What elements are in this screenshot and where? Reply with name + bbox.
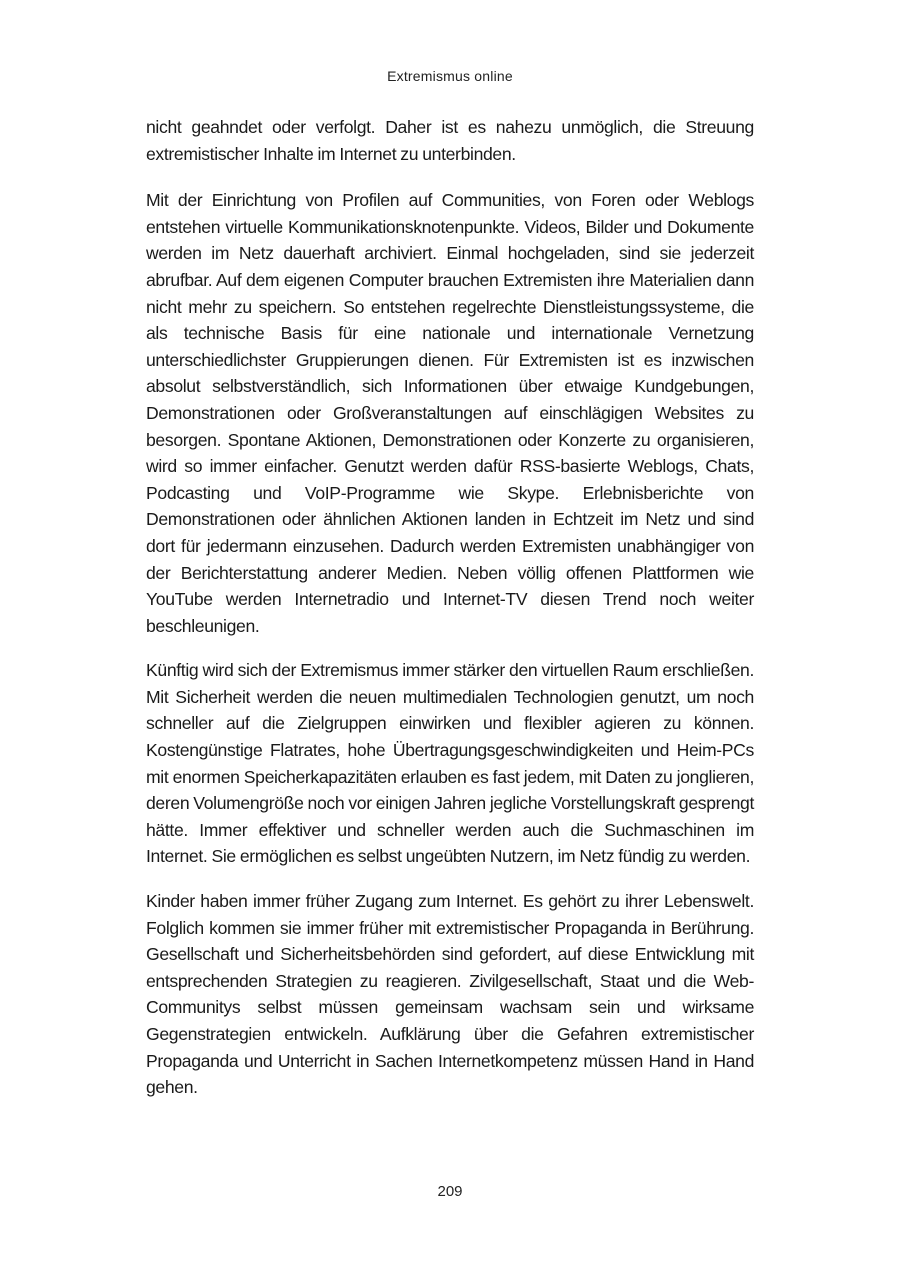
page-number: 209 [437,1183,463,1200]
paragraph-virtual-nodes: Mit der Einrichtung von Profilen auf Communities, von Foren oder Weblogs entstehen virtuelle Kommunikationsknotenpunkte. Videos, Bilder und Dokumente werden im Netz dauerhaft archiviert. Einmal hochgeladen, sind sie jederzeit abrufbar. Auf dem eigenen Computer brauchen Extremisten ihre Materialien dann nicht mehr zu speichern. So entstehen regelrechte Dienstleistungssysteme, die als technische Basis für eine nationale und internationale Vernetzung unterschiedlichster Gruppierungen dienen. Für Extremisten ist es inzwischen absolut selbstverständlich, sich Informationen über etwaige Kundgebungen, Demonstrationen oder Großveranstaltungen auf einschlägigen Websites zu besorgen. Spontane Aktionen, Demonstrationen oder Konzerte zu organisieren, wird so immer einfacher. Genutzt werden dafür RSS-basierte Weblogs, Chats, Podcasting und VoIP-Programme wie Skype. Erlebnisberichte von Demonstrationen oder ähnlichen Aktionen landen in Echtzeit im Netz und sind dort für jedermann einzusehen. Dadurch werden Extremisten unabhängiger von der Berichterstattung anderer Medien. Neben völlig offenen Plattformen wie YouTube werden Internetradio und Internet-TV diesen Trend noch weiter beschleunigen. [146,190,754,636]
paragraph-future-extremism: Künftig wird sich der Extremismus immer stärker den virtuellen Raum erschließen. Mit Sicherheit werden die neuen multimedialen Technologien genutzt, um noch schneller auf die Zielgruppen einwirken und flexibler agieren zu können. Kostengünstige Flatrates, hohe Übertragungsgeschwindigkeiten und Heim-PCs mit enormen Speicherkapazitäten erlauben es fast jedem, mit Daten zu jonglieren, deren Volumengröße noch vor einigen Jahren jegliche Vorstellungskraft gesprengt hätte. Immer effektiver und schneller werden auch die Suchmaschinen im Internet. Sie ermöglichen es selbst ungeübten Nutzern, im Netz fündig zu werden. [146,660,754,867]
running-head: Extremismus online [387,68,513,84]
paragraph-continuation: nicht geahndet oder verfolgt. Daher ist es nahezu unmöglich, die Streuung extremistischer Inhalte im Internet zu unterbinden. [146,117,754,164]
body-text [146,114,754,1119]
paragraph-children-internet: Kinder haben immer früher Zugang zum Internet. Es gehört zu ihrer Lebenswelt. Folglich kommen sie immer früher mit extremistischer Propaganda in Berührung. Gesellschaft und Sicherheitsbehörden sind gefordert, auf diese Entwicklung mit entsprechenden Strategien zu reagieren. Zivilgesellschaft, Staat und die Web-Communitys selbst müssen gemeinsam wachsam sein und wirksame Gegenstrategien entwickeln. Aufklärung über die Gefahren extremistischer Propaganda und Unterricht in Sachen Internetkompetenz müssen Hand in Hand gehen. [146,891,754,1098]
